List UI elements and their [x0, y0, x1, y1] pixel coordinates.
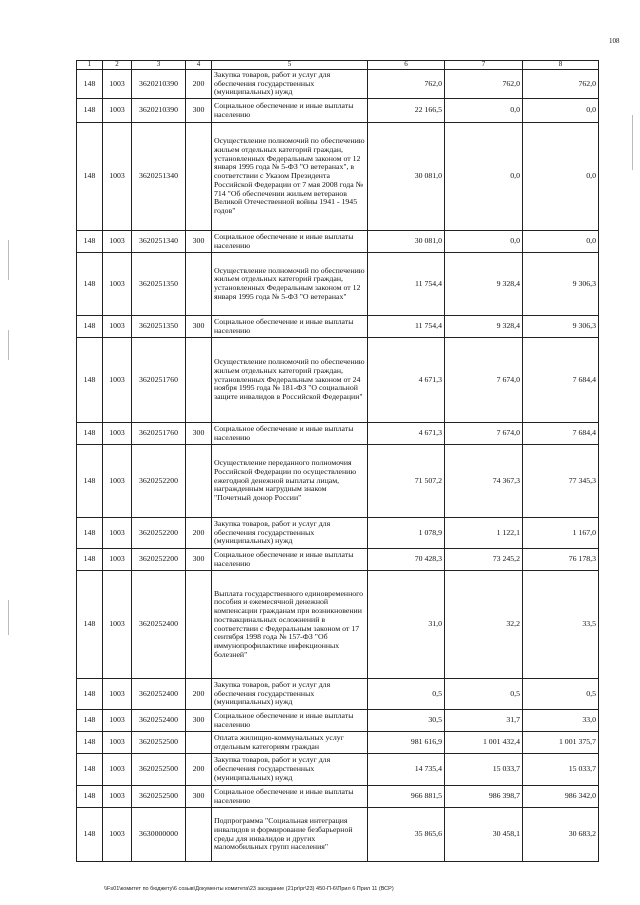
- cell-amount-col7: 1 122,1: [445, 518, 523, 549]
- cell-amount-col7: 0,0: [445, 231, 523, 253]
- right-margin-mark: [632, 115, 633, 170]
- table-row: [77, 70, 599, 99]
- cell-section-code: 1003: [103, 445, 132, 518]
- table-row: [77, 549, 599, 571]
- cell-expense-type: 300: [186, 423, 212, 445]
- cell-budget-code: 148: [77, 253, 103, 316]
- cell-description: Осуществление полномочий по обеспечению жильем отдельных категорий граждан, установленных Федеральным законом от 24 ноября 1995 года № 181-ФЗ "О социальной защите инвалидов в Российской Федерации": [212, 338, 368, 423]
- table-row: [77, 423, 599, 445]
- cell-section-code: 1003: [103, 710, 132, 732]
- table-row: [77, 253, 599, 316]
- cell-description: Закупка товаров, работ и услуг для обеспечения государственных (муниципальных) нужд: [212, 679, 368, 710]
- cell-target-code: 3620252200: [132, 549, 186, 571]
- cell-section-code: 1003: [103, 549, 132, 571]
- cell-description: Оплата жилищно-коммунальных услуг отдельным категориям граждан: [212, 732, 368, 754]
- cell-amount-col6: 0,5: [368, 679, 445, 710]
- cell-amount-col8: 76 178,3: [523, 549, 599, 571]
- cell-amount-col7: 32,2: [445, 571, 523, 679]
- cell-budget-code: 148: [77, 571, 103, 679]
- cell-description: Социальное обеспечение и иные выплаты населению: [212, 316, 368, 338]
- cell-budget-code: 148: [77, 679, 103, 710]
- column-header-3: 3: [132, 61, 186, 70]
- cell-amount-col8: 762,0: [523, 70, 599, 99]
- cell-target-code: 3620252400: [132, 679, 186, 710]
- cell-amount-col7: 9 328,4: [445, 253, 523, 316]
- footer-file-path: \\Fs01\комитет по бюджету\6 созыв\Документы комитета\23 заседание (21pr\pr\23) 450-П-6\Прил 6 Прил 11 (ВСР): [104, 886, 394, 892]
- cell-amount-col7: 7 674,0: [445, 338, 523, 423]
- cell-section-code: 1003: [103, 571, 132, 679]
- cell-amount-col7: 762,0: [445, 70, 523, 99]
- cell-target-code: 3620252200: [132, 445, 186, 518]
- table-row: [77, 732, 599, 754]
- cell-description: Социальное обеспечение и иные выплаты населению: [212, 423, 368, 445]
- cell-section-code: 1003: [103, 123, 132, 231]
- column-header-7: 7: [445, 61, 523, 70]
- cell-amount-col8: 77 345,3: [523, 445, 599, 518]
- table-row: [77, 316, 599, 338]
- cell-amount-col8: 986 342,0: [523, 786, 599, 808]
- cell-amount-col7: 30 458,1: [445, 808, 523, 862]
- cell-description: Закупка товаров, работ и услуг для обеспечения государственных (муниципальных) нужд: [212, 70, 368, 99]
- cell-section-code: 1003: [103, 679, 132, 710]
- cell-amount-col8: 9 306,3: [523, 316, 599, 338]
- table-row: [77, 754, 599, 786]
- cell-section-code: 1003: [103, 316, 132, 338]
- cell-amount-col6: 71 507,2: [368, 445, 445, 518]
- cell-description: Закупка товаров, работ и услуг для обеспечения государственных (муниципальных) нужд: [212, 754, 368, 786]
- table-row: [77, 518, 599, 549]
- left-margin-mark: [8, 600, 9, 635]
- cell-expense-type: [186, 338, 212, 423]
- cell-amount-col6: 11 754,4: [368, 316, 445, 338]
- table-row: [77, 123, 599, 231]
- cell-expense-type: [186, 445, 212, 518]
- cell-budget-code: 148: [77, 732, 103, 754]
- table-row: [77, 710, 599, 732]
- cell-section-code: 1003: [103, 808, 132, 862]
- cell-amount-col8: 33,0: [523, 710, 599, 732]
- cell-amount-col7: 74 367,3: [445, 445, 523, 518]
- cell-target-code: 3630000000: [132, 808, 186, 862]
- left-margin-mark: [8, 330, 9, 360]
- cell-budget-code: 148: [77, 754, 103, 786]
- cell-expense-type: 200: [186, 518, 212, 549]
- cell-expense-type: 200: [186, 70, 212, 99]
- cell-amount-col8: 33,5: [523, 571, 599, 679]
- cell-amount-col6: 30 081,0: [368, 123, 445, 231]
- cell-expense-type: 200: [186, 754, 212, 786]
- cell-target-code: 3620210390: [132, 99, 186, 123]
- cell-amount-col8: 1 167,0: [523, 518, 599, 549]
- cell-expense-type: 300: [186, 786, 212, 808]
- cell-amount-col6: 35 865,6: [368, 808, 445, 862]
- table-row: [77, 571, 599, 679]
- table-row: [77, 99, 599, 123]
- cell-amount-col6: 22 166,5: [368, 99, 445, 123]
- cell-budget-code: 148: [77, 316, 103, 338]
- cell-target-code: 3620252500: [132, 732, 186, 754]
- cell-section-code: 1003: [103, 518, 132, 549]
- cell-expense-type: [186, 808, 212, 862]
- cell-target-code: 3620251340: [132, 123, 186, 231]
- cell-amount-col7: 31,7: [445, 710, 523, 732]
- cell-description: Осуществление переданного полномочия Российской Федерации по осуществлению ежегодной денежной выплаты лицам, награжденным нагрудным знаком "Почетный донор России": [212, 445, 368, 518]
- cell-budget-code: 148: [77, 445, 103, 518]
- column-header-5: 5: [212, 61, 368, 70]
- column-header-4: 4: [186, 61, 212, 70]
- cell-target-code: 3620251760: [132, 338, 186, 423]
- table-row: [77, 679, 599, 710]
- cell-target-code: 3620251350: [132, 253, 186, 316]
- cell-target-code: 3620252200: [132, 518, 186, 549]
- page-number: 108: [609, 37, 620, 45]
- cell-expense-type: 300: [186, 231, 212, 253]
- cell-target-code: 3620252500: [132, 754, 186, 786]
- cell-expense-type: 300: [186, 710, 212, 732]
- cell-description: Социальное обеспечение и иные выплаты населению: [212, 231, 368, 253]
- cell-target-code: 3620251340: [132, 231, 186, 253]
- cell-target-code: 3620251350: [132, 316, 186, 338]
- cell-amount-col7: 1 001 432,4: [445, 732, 523, 754]
- cell-budget-code: 148: [77, 808, 103, 862]
- table-row: [77, 445, 599, 518]
- cell-target-code: 3620252500: [132, 786, 186, 808]
- cell-amount-col7: 0,0: [445, 99, 523, 123]
- cell-description: Выплата государственного единовременного пособия и ежемесячной денежной компенсации гражданам при возникновении поствакцинальных осложнений в соответствии с Федеральным законом от 17 сентября 1998 года № 157-ФЗ "Об иммунопрофилактике инфекционных болезней": [212, 571, 368, 679]
- table-row: [77, 338, 599, 423]
- cell-description: Закупка товаров, работ и услуг для обеспечения государственных (муниципальных) нужд: [212, 518, 368, 549]
- cell-amount-col6: 14 735,4: [368, 754, 445, 786]
- cell-amount-col6: 762,0: [368, 70, 445, 99]
- cell-description: Подпрограмма "Социальная интеграция инвалидов и формирование безбарьерной среды для инвалидов и других маломобильных групп населения": [212, 808, 368, 862]
- cell-budget-code: 148: [77, 423, 103, 445]
- cell-description: Осуществление полномочий по обеспечению жильем отдельных категорий граждан, установленных Федеральным законом от 12 января 1995 года № 5-ФЗ "О ветеранах", в соответствии с Указом Президента Российской Федерации от 7 мая 2008 года № 714 "Об обеспечении жильем ветеранов Великой Отечественной войны 1941 - 1945 годов": [212, 123, 368, 231]
- cell-amount-col7: 73 245,2: [445, 549, 523, 571]
- table-body: [77, 70, 599, 862]
- cell-expense-type: [186, 571, 212, 679]
- cell-amount-col7: 7 674,0: [445, 423, 523, 445]
- cell-amount-col7: 9 328,4: [445, 316, 523, 338]
- cell-target-code: 3620210390: [132, 70, 186, 99]
- cell-description: Социальное обеспечение и иные выплаты населению: [212, 786, 368, 808]
- cell-expense-type: 300: [186, 99, 212, 123]
- cell-section-code: 1003: [103, 231, 132, 253]
- cell-amount-col8: 15 033,7: [523, 754, 599, 786]
- cell-budget-code: 148: [77, 338, 103, 423]
- cell-budget-code: 148: [77, 70, 103, 99]
- cell-amount-col6: 11 754,4: [368, 253, 445, 316]
- cell-amount-col6: 30 081,0: [368, 231, 445, 253]
- cell-amount-col6: 30,5: [368, 710, 445, 732]
- cell-description: Социальное обеспечение и иные выплаты населению: [212, 99, 368, 123]
- cell-amount-col6: 4 671,3: [368, 338, 445, 423]
- cell-amount-col6: 1 078,9: [368, 518, 445, 549]
- cell-budget-code: 148: [77, 518, 103, 549]
- cell-section-code: 1003: [103, 754, 132, 786]
- cell-amount-col8: 1 001 375,7: [523, 732, 599, 754]
- cell-amount-col8: 0,0: [523, 99, 599, 123]
- cell-amount-col6: 31,0: [368, 571, 445, 679]
- cell-expense-type: 200: [186, 679, 212, 710]
- column-header-6: 6: [368, 61, 445, 70]
- cell-amount-col6: 4 671,3: [368, 423, 445, 445]
- table-row: [77, 808, 599, 862]
- cell-amount-col6: 981 616,9: [368, 732, 445, 754]
- cell-budget-code: 148: [77, 786, 103, 808]
- cell-budget-code: 148: [77, 231, 103, 253]
- cell-section-code: 1003: [103, 786, 132, 808]
- cell-target-code: 3620252400: [132, 710, 186, 732]
- cell-target-code: 3620252400: [132, 571, 186, 679]
- column-header-1: 1: [77, 61, 103, 70]
- cell-expense-type: [186, 732, 212, 754]
- budget-table: [76, 60, 599, 862]
- cell-budget-code: 148: [77, 549, 103, 571]
- table-row: [77, 231, 599, 253]
- cell-amount-col7: 986 398,7: [445, 786, 523, 808]
- cell-target-code: 3620251760: [132, 423, 186, 445]
- table-header-row: [77, 61, 599, 70]
- cell-amount-col8: 0,0: [523, 231, 599, 253]
- cell-amount-col7: 0,5: [445, 679, 523, 710]
- cell-section-code: 1003: [103, 70, 132, 99]
- cell-section-code: 1003: [103, 338, 132, 423]
- cell-amount-col8: 7 684,4: [523, 423, 599, 445]
- cell-amount-col6: 966 881,5: [368, 786, 445, 808]
- cell-amount-col7: 0,0: [445, 123, 523, 231]
- column-header-2: 2: [103, 61, 132, 70]
- cell-amount-col8: 7 684,4: [523, 338, 599, 423]
- cell-expense-type: 300: [186, 549, 212, 571]
- cell-expense-type: 300: [186, 316, 212, 338]
- column-header-8: 8: [523, 61, 599, 70]
- cell-expense-type: [186, 253, 212, 316]
- cell-section-code: 1003: [103, 423, 132, 445]
- cell-amount-col8: 0,5: [523, 679, 599, 710]
- cell-description: Социальное обеспечение и иные выплаты населению: [212, 549, 368, 571]
- cell-amount-col8: 30 683,2: [523, 808, 599, 862]
- cell-amount-col8: 0,0: [523, 123, 599, 231]
- cell-section-code: 1003: [103, 253, 132, 316]
- cell-amount-col6: 70 428,3: [368, 549, 445, 571]
- cell-amount-col8: 9 306,3: [523, 253, 599, 316]
- left-margin-mark: [8, 240, 9, 280]
- cell-section-code: 1003: [103, 732, 132, 754]
- cell-description: Социальное обеспечение и иные выплаты населению: [212, 710, 368, 732]
- cell-expense-type: [186, 123, 212, 231]
- cell-amount-col7: 15 033,7: [445, 754, 523, 786]
- cell-budget-code: 148: [77, 123, 103, 231]
- cell-section-code: 1003: [103, 99, 132, 123]
- cell-budget-code: 148: [77, 710, 103, 732]
- table-row: [77, 786, 599, 808]
- cell-budget-code: 148: [77, 99, 103, 123]
- cell-description: Осуществление полномочий по обеспечению жильем отдельных категорий граждан, установленных Федеральным законом от 12 января 1995 года № 5-ФЗ "О ветеранах": [212, 253, 368, 316]
